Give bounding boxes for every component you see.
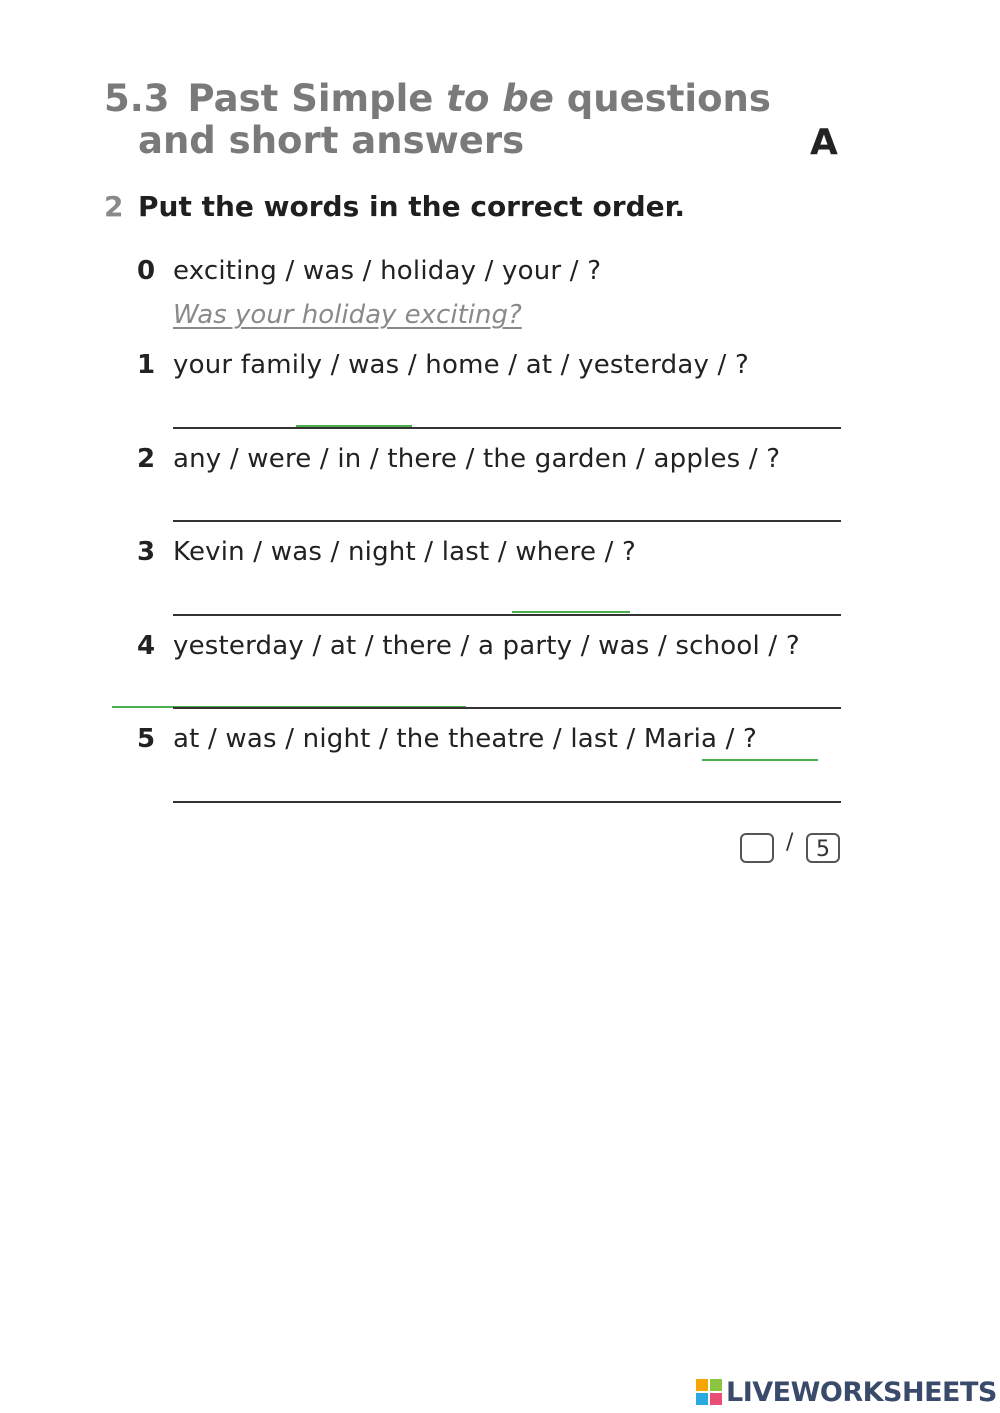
example-prompt: exciting / was / holiday / your / ? <box>173 256 602 286</box>
logo-square <box>710 1379 722 1391</box>
item-number: 2 <box>137 444 156 474</box>
item-prompt: at / was / night / the theatre / last / Maria / ? <box>173 724 758 754</box>
liveworksheets-logo <box>696 1375 997 1409</box>
score-total-box: 5 <box>806 833 840 863</box>
answer-field-mark <box>702 759 818 761</box>
logo-square <box>696 1379 708 1391</box>
score-slash: / <box>786 830 794 855</box>
item-prompt: your family / was / home / at / yesterday / ? <box>173 350 749 380</box>
answer-field[interactable] <box>173 520 841 522</box>
item-prompt: yesterday / at / there / a party / was / school / ? <box>173 631 800 661</box>
title-part1: Past Simple <box>187 77 434 120</box>
item-number: 1 <box>137 350 156 380</box>
item-number: 3 <box>137 537 156 567</box>
title-italic: to be <box>446 77 554 120</box>
logo-text: LIVEWORKSHEETS <box>726 1376 997 1408</box>
answer-field[interactable] <box>173 427 841 429</box>
logo-square <box>696 1393 708 1405</box>
item-number: 4 <box>137 631 156 661</box>
item-prompt: Kevin / was / night / last / where / ? <box>173 537 637 567</box>
exercise-instruction: Put the words in the correct order. <box>138 190 686 223</box>
example-number: 0 <box>137 256 156 286</box>
logo-square <box>710 1393 722 1405</box>
score-box <box>740 830 850 862</box>
version-label: A <box>810 122 838 163</box>
section-number: 5.3 <box>104 77 170 120</box>
title-part2: questions <box>566 77 771 120</box>
item-number: 5 <box>137 724 156 754</box>
answer-field[interactable] <box>173 707 841 709</box>
section-title <box>104 78 771 162</box>
logo-squares-icon <box>696 1379 722 1405</box>
exercise-number: 2 <box>104 190 124 223</box>
example-answer: Was your holiday exciting? <box>173 300 522 330</box>
answer-field[interactable] <box>173 801 841 803</box>
score-input-box[interactable] <box>740 833 774 863</box>
answer-field-mark <box>512 611 630 613</box>
title-line2: and short answers <box>138 119 525 162</box>
answer-field[interactable] <box>173 614 841 616</box>
item-prompt: any / were / in / there / the garden / apples / ? <box>173 444 781 474</box>
